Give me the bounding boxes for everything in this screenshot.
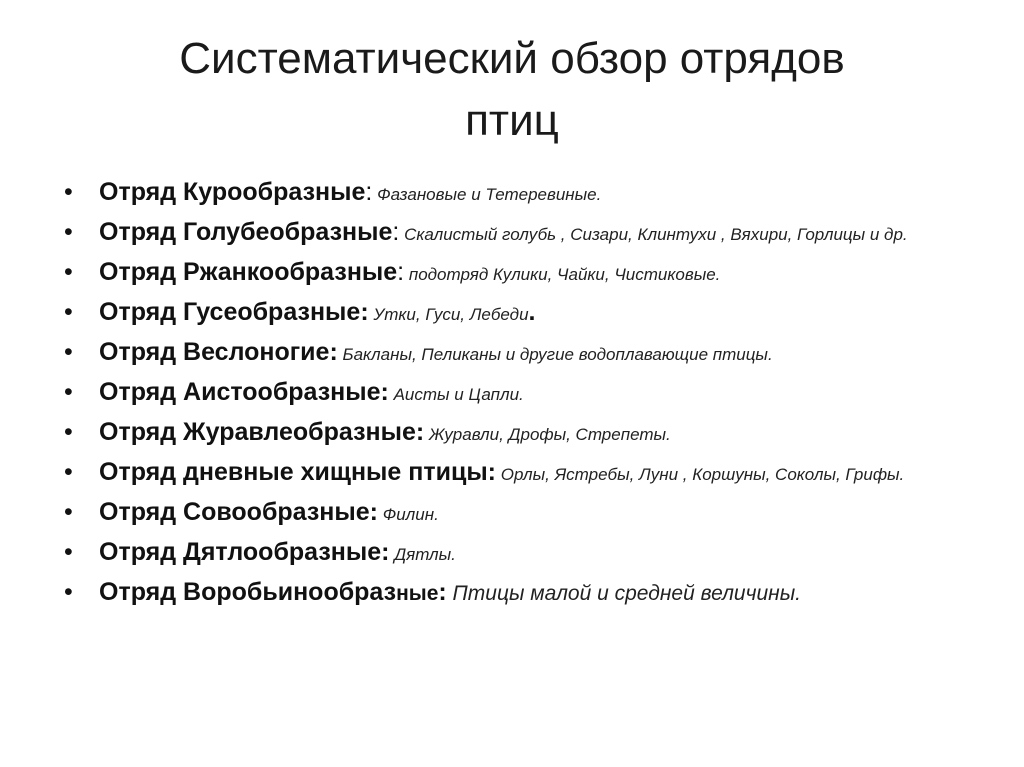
order-description: подотряд Кулики, Чайки, Чистиковые. [404,265,721,284]
order-description: Журавли, Дрофы, Стрепеты. [424,425,671,444]
order-name: Отряд Ржанкообразные [99,258,398,286]
list-item-anseriformes [64,296,984,329]
order-description: Утки, Гуси, Лебеди [368,305,529,324]
order-name: Отряд Совообразные [99,498,370,526]
order-description: Птицы малой и средней величины. [446,582,802,605]
order-separator: : [381,538,390,566]
order-name: Отряд дневные хищные птицы [99,458,488,486]
orders-list [64,176,984,617]
list-item-piciformes [64,536,984,569]
bullet-icon: • [64,578,73,606]
bullet-icon: • [64,298,73,326]
order-name-tail: ные [396,582,439,605]
order-tail-punctuation: . [528,298,536,326]
list-item-columbiformes [64,216,984,249]
order-separator: : [415,418,425,446]
order-separator: : [392,218,400,246]
order-separator: : [487,458,496,486]
bullet-icon: • [64,218,73,246]
list-item-gruiformes [64,416,984,449]
order-separator: : [438,578,447,606]
list-item-strigiformes [64,496,984,529]
order-name: Отряд Голубеобразные [99,218,393,246]
slide-title [60,28,964,152]
order-separator: : [365,178,373,206]
order-name: Отряд Дятлообразные [99,538,382,566]
order-separator: : [329,338,338,366]
order-separator: : [380,378,389,406]
list-item-pelecaniformes [64,336,984,369]
slide-title-line-2: птиц [465,96,559,145]
list-item-passeriformes [64,576,984,610]
slide-title-line-1: Систематический обзор отрядов [179,34,845,83]
order-description: Орлы, Ястребы, Луни , Коршуны, Соколы, Грифы. [496,465,905,484]
bullet-icon: • [64,178,73,206]
list-item-galliformes [64,176,984,209]
bullet-icon: • [64,458,73,486]
order-description: Фазановые и Тетеревиные. [372,185,602,204]
order-description: Бакланы, Пеликаны и другие водоплавающие птицы. [337,345,773,364]
order-name: Отряд Воробьинообраз [99,578,397,606]
order-separator: : [360,298,369,326]
order-name: Отряд Журавлеобразные [99,418,416,446]
order-description: Филин. [377,505,439,524]
order-separator: : [397,258,405,286]
list-item-birds-of-prey [64,456,984,489]
order-separator: : [369,498,378,526]
order-name: Отряд Курообразные [99,178,366,206]
order-name: Отряд Веслоногие [99,338,330,366]
order-description: Аисты и Цапли. [388,385,524,404]
bullet-icon: • [64,418,73,446]
order-description: Скалистый голубь , Сизари, Клинтухи , Вяхири, Горлицы и др. [399,225,908,244]
bullet-icon: • [64,338,73,366]
bullet-icon: • [64,498,73,526]
bullet-icon: • [64,378,73,406]
order-name: Отряд Аистообразные [99,378,381,406]
bullet-icon: • [64,538,73,566]
order-description: Дятлы. [389,545,456,564]
list-item-charadriiformes [64,256,984,289]
list-item-ciconiiformes [64,376,984,409]
order-name: Отряд Гусеобразные [99,298,361,326]
bullet-icon: • [64,258,73,286]
